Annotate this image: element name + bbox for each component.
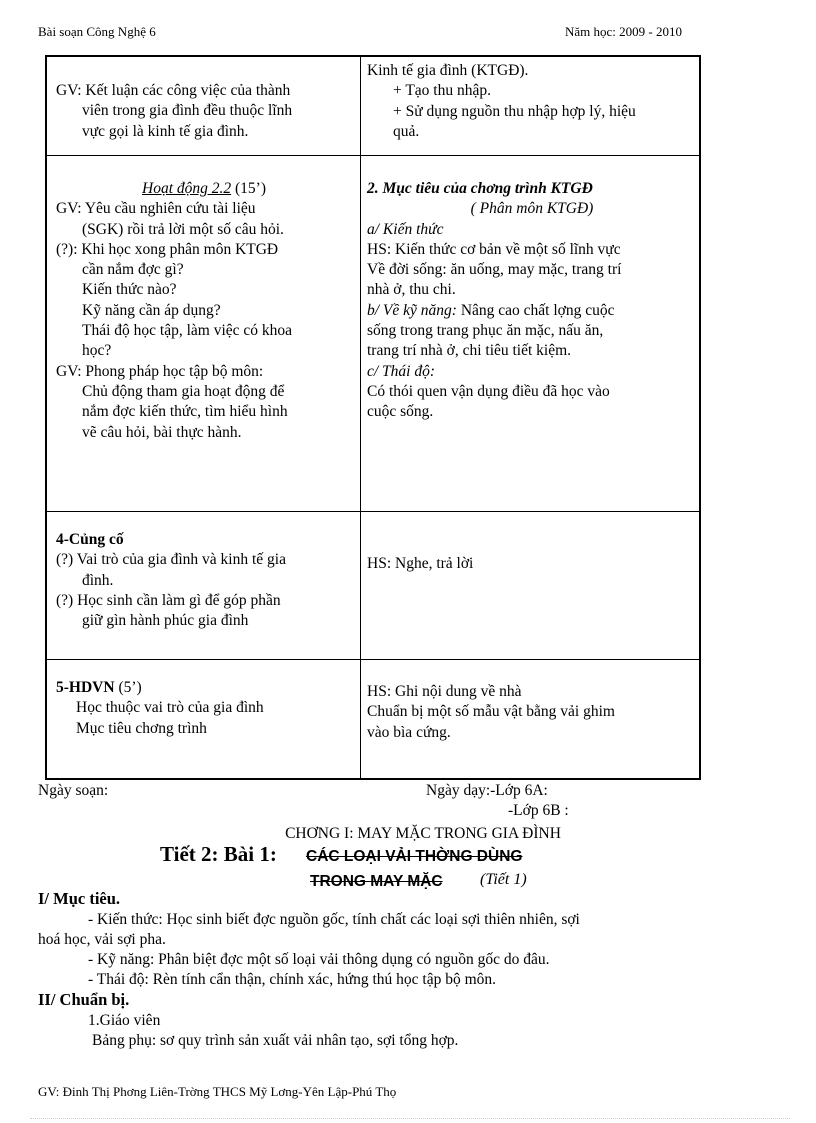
text-line: đình. bbox=[82, 571, 114, 589]
text-line: Có thói quen vận dụng điều đã học vào bbox=[367, 382, 610, 400]
row4-right-cell bbox=[367, 682, 615, 743]
text-line: vào bìa cứng. bbox=[367, 723, 451, 741]
ngay-day: Ngày dạy:-Lớp 6A: bbox=[426, 782, 548, 799]
text-line: Kiến thức nào? bbox=[82, 281, 177, 299]
header-left: Bài soạn Công Nghệ 6 bbox=[38, 24, 156, 39]
section2-item1: 1.Giáo viên bbox=[88, 1012, 161, 1029]
lesson-table bbox=[45, 55, 701, 780]
text-line: HS: Kiến thức cơ bản về một số lĩnh vực bbox=[367, 240, 621, 258]
text-line: GV: Phong pháp học tập bộ môn: bbox=[56, 362, 264, 380]
text-line: sống trong trang phục ăn mặc, nấu ăn, bbox=[367, 322, 604, 340]
text-line: (SGK) rồi trả lời một số câu hỏi. bbox=[82, 220, 284, 238]
skill-line bbox=[367, 301, 697, 321]
footer-divider bbox=[30, 1118, 790, 1119]
table-divider-row3 bbox=[47, 659, 699, 660]
section1-skill: - Kỹ năng: Phân biệt đợc một số loại vải thông dụng có nguồn gốc do đâu. bbox=[88, 951, 550, 968]
section2-heading: II/ Chuẩn bị. bbox=[38, 990, 130, 1009]
knowledge-label: a/ Kiến thức bbox=[367, 220, 444, 238]
table-divider-row1 bbox=[47, 155, 699, 156]
text-line: + Tạo thu nhập. bbox=[393, 82, 491, 100]
text-line: Chủ động tham gia hoạt động để bbox=[82, 382, 285, 400]
text-line: Học thuộc vai trò của gia đình bbox=[76, 699, 264, 717]
text-line: Kỹ năng cần áp dụng? bbox=[82, 301, 221, 319]
text-line: Về đời sống: ăn uống, may mặc, trang trí bbox=[367, 261, 622, 279]
text-line: vẽ câu hỏi, bài thực hành. bbox=[82, 423, 242, 441]
attitude-label: c/ Thái độ: bbox=[367, 362, 436, 380]
text-line: Thái độ học tập, làm việc có khoa bbox=[82, 322, 293, 340]
ngay-soan: Ngày soạn: bbox=[38, 782, 109, 799]
table-divider-vertical bbox=[360, 57, 361, 778]
text-line: Nâng cao chất lợng cuộc bbox=[456, 301, 615, 319]
lop-6b: -Lớp 6B : bbox=[508, 802, 569, 819]
row3-right-cell bbox=[367, 554, 473, 574]
header-right: Năm học: 2009 - 2010 bbox=[565, 24, 682, 39]
section1-knowledge-line1: - Kiến thức: Học sinh biết đợc nguồn gốc, tính chất các loại sợi thiên nhiên, sợi bbox=[88, 911, 580, 928]
activity-time: (15’) bbox=[231, 180, 266, 197]
text-line: cuộc sống. bbox=[367, 403, 434, 421]
lesson-suffix: (Tiết 1) bbox=[480, 871, 527, 888]
text-line: Mục tiêu chơng trình bbox=[76, 719, 207, 737]
text-line: nắm đợc kiến thức, tìm hiểu hình bbox=[82, 403, 288, 421]
text-line: cần nắm đợc gì? bbox=[82, 261, 184, 279]
text-line: học? bbox=[82, 342, 112, 360]
row1-left-cell bbox=[56, 81, 292, 142]
text-line: HS: Ghi nội dung về nhà bbox=[367, 683, 522, 700]
activity-heading bbox=[56, 179, 352, 199]
text-line: GV: Yêu cầu nghiên cứu tài liệu bbox=[56, 200, 256, 218]
text-line: viên trong gia đình đều thuộc lĩnh bbox=[82, 102, 293, 120]
section1-attitude: - Thái độ: Rèn tính cẩn thận, chính xác, hứng thú học tập bộ môn. bbox=[88, 971, 497, 988]
lesson-prefix: Tiết 2: Bài 1: bbox=[160, 842, 277, 866]
text-line: GV: Kết luận các công việc của thành bbox=[56, 82, 291, 99]
lesson-title-line1: CÁC LOẠI VẢI THỜNG DÙNG bbox=[306, 848, 523, 865]
text-line: (?): Khi học xong phân môn KTGĐ bbox=[56, 240, 279, 258]
section1-heading: I/ Mục tiêu. bbox=[38, 889, 121, 908]
activity-title: Hoạt động 2.2 bbox=[142, 180, 232, 197]
row4-left-cell bbox=[56, 678, 264, 739]
text-line: giữ gìn hành phúc gia đình bbox=[82, 612, 249, 630]
section2-item1-detail: Bảng phụ: sơ quy trình sản xuất vải nhân tạo, sợi tổng hợp. bbox=[92, 1032, 459, 1049]
text-line: Chuẩn bị một số mẫu vật bằng vải ghim bbox=[367, 703, 615, 721]
text-line: Kinh tế gia đình (KTGĐ). bbox=[367, 62, 529, 79]
row3-left-cell bbox=[56, 530, 286, 631]
text-line: quả. bbox=[393, 122, 420, 140]
text-line: nhà ở, thu chi. bbox=[367, 281, 456, 299]
homework-time: (5’) bbox=[114, 679, 142, 696]
text-line: + Sử dụng nguồn thu nhập hợp lý, hiệu bbox=[393, 102, 636, 120]
objectives-subtitle: ( Phân môn KTGĐ) bbox=[470, 200, 594, 218]
chapter-title: CHƠNG I: MAY MẶC TRONG GIA ĐÌNH bbox=[285, 825, 561, 842]
homework-heading bbox=[56, 678, 264, 698]
footer-text: GV: Đinh Thị Phơng Liên-Trờng THCS Mỹ Lơng-Yên Lập-Phú Thọ bbox=[38, 1084, 397, 1099]
row2-left-cell bbox=[56, 179, 352, 443]
text-line: HS: Nghe, trả lời bbox=[367, 555, 474, 572]
section1-knowledge-line2: hoá học, vải sợi pha. bbox=[38, 931, 166, 948]
lesson-title-line2: TRONG MAY MẶC bbox=[310, 873, 443, 890]
row2-right-cell bbox=[367, 179, 697, 423]
text-line: (?) Học sinh cần làm gì để góp phần bbox=[56, 591, 281, 609]
text-line: vực gọi là kinh tế gia đình. bbox=[82, 122, 249, 140]
consolidation-title: 4-Củng cố bbox=[56, 531, 124, 548]
text-line: (?) Vai trò của gia đình và kinh tế gia bbox=[56, 551, 286, 569]
objectives-title: 2. Mục tiêu của chơng trình KTGĐ bbox=[367, 180, 593, 197]
table-divider-row2 bbox=[47, 511, 699, 512]
text-line: trang trí nhà ở, chi tiêu tiết kiệm. bbox=[367, 342, 572, 360]
row1-right-cell bbox=[367, 61, 636, 142]
skill-label: b/ Về kỹ năng: bbox=[367, 301, 457, 319]
homework-title: 5-HDVN bbox=[56, 679, 115, 696]
